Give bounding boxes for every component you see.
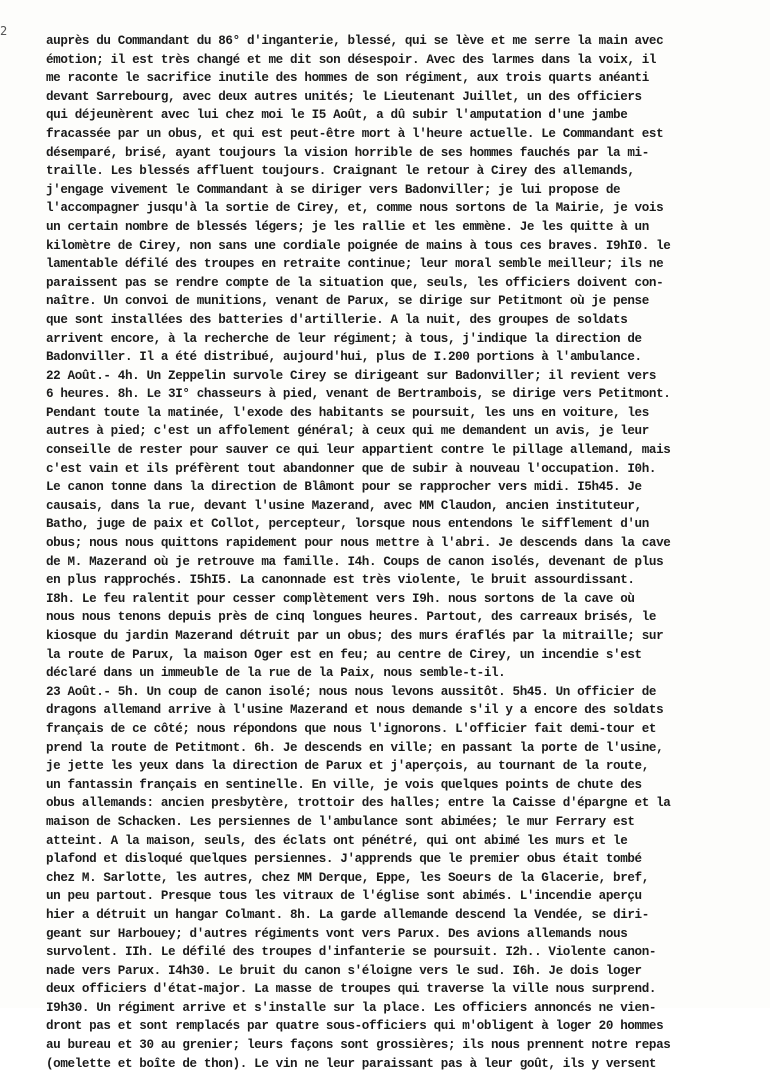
text-line: un fantassin français en sentinelle. En ville, je vois quelques points de chute des [46,777,642,792]
text-line: maison de Schacken. Les persiennes de l'ambulance sont abimées; le mur Ferrary est [46,814,635,829]
text-line: émotion; il est très changé et me dit son désespoir. Avec des larmes dans la voix, il [46,52,657,67]
text-line: autres à pied; c'est un affolement général; à ceux qui me demandent un avis, je leur [46,424,649,439]
text-line: j'engage vivement le Commandant à se diriger vers Badonviller; je lui propose de [46,182,621,197]
text-line: nade vers Parux. I4h30. Le bruit du canon s'éloigne vers le sud. I6h. Je dois loger [46,963,642,978]
text-line: Le canon tonne dans la direction de Blâmont pour se rapprocher vers midi. I5h45. Je [46,480,642,495]
text-line: plafond et disloqué quelques persiennes. J'apprends que le premier obus était tombé [46,852,642,867]
text-line: Batho, juge de paix et Collot, percepteur, lorsque nous entendons le sifflement d'un [46,517,649,532]
text-line: hier a détruit un hangar Colmant. 8h. La garde allemande descend la Vendée, se diri- [46,907,649,922]
text-line: l'accompagner jusqu'à la sortie de Cirey, et, comme nous sortons de la Mairie, je vois [46,201,664,216]
text-line: lamentable défilé des troupes en retraite continue; leur moral semble meilleur; ils ne [46,257,664,272]
text-line: dront pas et sont remplacés par quatre sous-officiers qui m'obligent à loger 20 hommes [46,1019,664,1034]
text-line: un peu partout. Presque tous les vitraux de l'église sont abimés. L'incendie aperçu [46,889,642,904]
text-line: auprès du Commandant du 86° d'inganterie, blessé, qui se lève et me serre la main avec [46,34,664,48]
text-line: de M. Mazerand où je retrouve ma famille. I4h. Coups de canon isolés, devenant de plus [46,554,664,569]
text-line: prend la route de Petitmont. 6h. Je descends en ville; en passant la porte de l'usine, [46,740,664,755]
text-line: désemparé, brisé, ayant toujours la vision horrible de ses hommes fauchés par la mi- [46,145,649,160]
text-line: devant Sarrebourg, avec deux autres unités; le Lieutenant Juillet, un des officiers [46,89,642,104]
text-line: causais, dans la rue, devant l'usine Mazerand, avec MM Claudon, ancien instituteur, [46,498,642,513]
text-line: traille. Les blessés affluent toujours. Craignant le retour à Cirey des allemands, [46,164,635,179]
text-line: arrivent encore, à la recherche de leur régiment; à tous, j'indique la direction de [46,331,642,346]
text-line: 23 Août.- 5h. Un coup de canon isolé; nous nous levons aussitôt. 5h45. Un officier de [46,684,657,699]
text-line: me raconte le sacrifice inutile des hommes de son régiment, aux trois quarts anéanti [46,71,649,86]
text-line: (omelette et boîte de thon). Le vin ne leur paraissant pas à leur goût, ils y versent [46,1056,657,1071]
text-line: 6 heures. 8h. Le 3I° chasseurs à pied, venant de Bertrambois, se dirige vers Petitmont. [46,387,671,402]
text-line: fracassée par un obus, et qui est peut-être mort à l'heure actuelle. Le Commandant est [46,126,664,141]
text-line: kiosque du jardin Mazerand détruit par un obus; des murs éraflés par la mitraille; sur [46,629,664,643]
text-line: Pendant toute la matinée, l'exode des habitants se poursuit, les uns en voiture, les [46,405,649,420]
text-line: un certain nombre de blessés légers; je les rallie et les emmène. Je les quitte à un [46,219,649,234]
text-line: geant sur Harbouey; d'autres régiments vont vers Parux. Des avions allemands nous [46,926,628,941]
text-line: au bureau et 30 au grenier; leurs façons sont grossières; ils nous prennent notre repas [46,1038,671,1053]
text-line: dragons allemand arrive à l'usine Mazerand et nous demande s'il y a encore des soldats [46,703,664,718]
text-line: atteint. A la maison, seuls, des éclats ont pénétré, qui ont abimé les murs et le [46,833,628,848]
text-line: conseille de rester pour sauver ce qui leur appartient contre le pillage allemand, mais [46,443,671,458]
page-number: 2 [0,24,8,38]
text-line: I9h30. Un régiment arrive et s'installe sur la place. Les officiers annoncés ne vien- [46,1000,657,1015]
text-line: je jette les yeux dans la direction de Parux et j'aperçois, au tournant de la route, [46,759,649,774]
text-line: survolent. IIh. Le défilé des troupes d'infanterie se poursuit. I2h.. Violente canon- [46,945,657,960]
text-line: naître. Un convoi de munitions, venant de Parux, se dirige sur Petitmont où je pense [46,294,649,309]
text-line: chez M. Sarlotte, les autres, chez MM Derque, Eppe, les Soeurs de la Glacerie, bref, [46,870,649,885]
text-line: kilomètre de Cirey, non sans une cordiale poignée de mains à tous ces braves. I9hI0. le [46,238,671,253]
text-line: deux officiers d'état-major. La masse de troupes qui traverse la ville nous surprend. [46,982,657,997]
typewritten-text-block [46,32,766,1073]
text-line: I8h. Le feu ralentit pour cesser complètement vers I9h. nous sortons de la cave où [46,591,635,606]
text-line: en plus rapprochés. I5hI5. La canonnade est très violente, le bruit assourdissant. [46,573,635,588]
text-line: Badonviller. Il a été distribué, aujourd'hui, plus de I.200 portions à l'ambulance. [46,350,642,365]
text-line: la route de Parux, la maison Oger est en feu; au centre de Cirey, un incendie s'est [46,647,642,662]
text-line: obus allemands: ancien presbytère, trottoir des halles; entre la Caisse d'épargne et la [46,796,671,811]
text-line: déclaré dans un immeuble de la rue de la Paix, nous semble-t-il. [46,666,506,681]
text-line: 22 Août.- 4h. Un Zeppelin survole Cirey se dirigeant sur Badonviller; il revient vers [46,368,657,383]
text-line: nous nous tenons depuis près de cinq longues heures. Partout, des carreaux brisés, le [46,610,657,625]
text-line: français de ce côté; nous répondons que nous l'ignorons. L'officier fait demi-tour et [46,721,657,736]
text-line: c'est vain et ils préfèrent tout abandonner que de subir à nouveau l'occupation. I0h. [46,461,657,476]
text-line: paraissent pas se rendre compte de la situation que, seuls, les officiers doivent con- [46,275,664,290]
text-line: qui déjeunèrent avec lui chez moi le I5 Août, a dû subir l'amputation d'une jambe [46,108,628,123]
text-line: que sont installées des batteries d'artillerie. A la nuit, des groupes de soldats [46,312,628,327]
text-line: obus; nous nous quittons rapidement pour nous mettre à l'abri. Je descends dans la cave [46,536,671,551]
